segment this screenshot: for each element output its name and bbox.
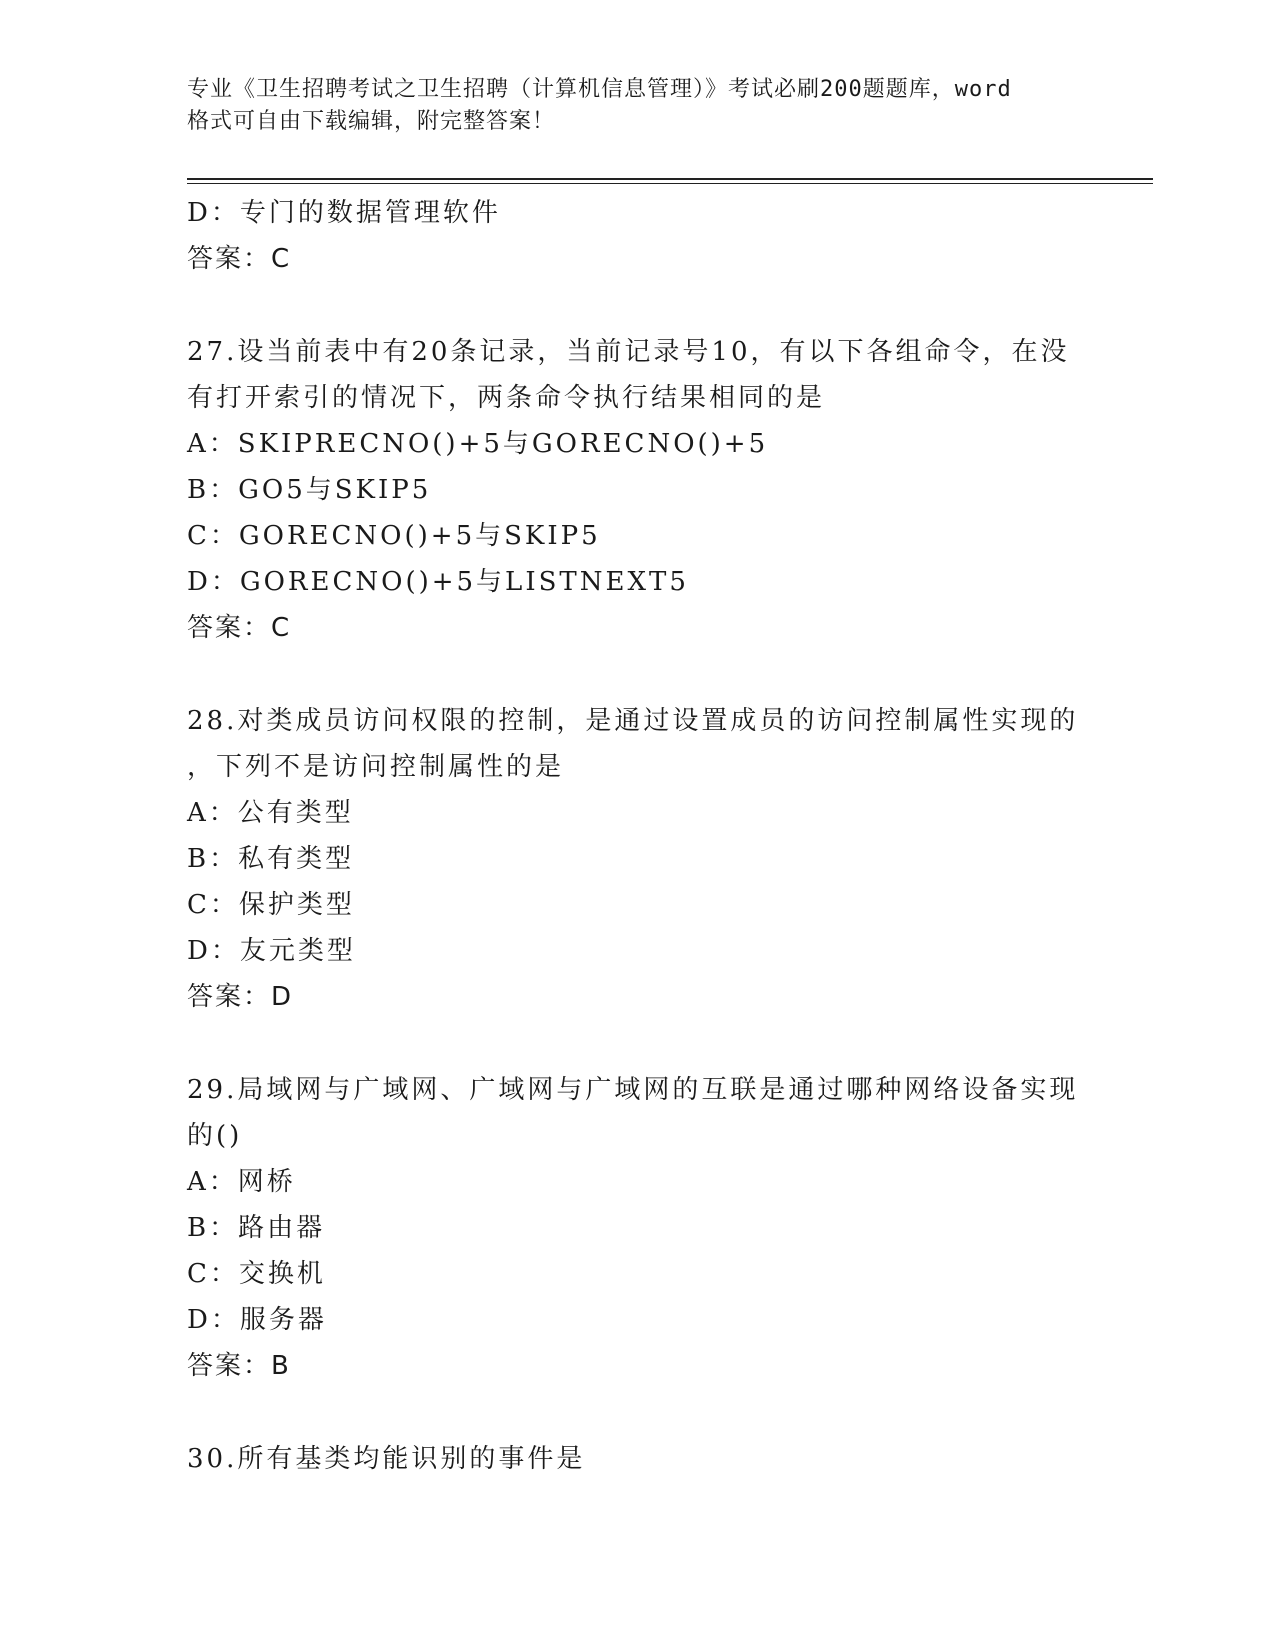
document-header: [187, 74, 1087, 138]
option-b: B：私有类型: [187, 844, 355, 874]
spacer: [187, 282, 1087, 329]
option-c: C：保护类型: [187, 890, 355, 920]
header-divider-thin: [187, 183, 1153, 184]
answer: 答案：C: [187, 244, 292, 274]
question-text: 29.局域网与广域网、广域网与广域网的互联是通过哪种网络设备实现: [187, 1075, 1079, 1105]
question-27: [187, 329, 1087, 651]
option-c: C：GORECNO()+5与SKIP5: [187, 521, 601, 551]
question-28: [187, 698, 1087, 1020]
question-29: [187, 1067, 1087, 1389]
option-d: D：GORECNO()+5与LISTNEXT5: [187, 567, 689, 597]
header-line-2: 格式可自由下载编辑，附完整答案！: [187, 109, 556, 134]
option-a: A：网桥: [187, 1167, 296, 1197]
question-text: 30.所有基类均能识别的事件是: [187, 1444, 586, 1474]
option-d: D：友元类型: [187, 936, 356, 966]
question-30: [187, 1436, 1087, 1482]
header-line-1: 专业《卫生招聘考试之卫生招聘（计算机信息管理）》考试必刷200题题库，word: [187, 77, 1012, 102]
option-a: A：SKIPRECNO()+5与GORECNO()+5: [187, 429, 769, 459]
question-text: 27.设当前表中有20条记录，当前记录号10，有以下各组命令，在没: [187, 337, 1070, 367]
question-text-cont: 的(): [187, 1121, 243, 1151]
option-a: A：公有类型: [187, 798, 354, 828]
option-d: D：服务器: [187, 1305, 327, 1335]
option-c: C：交换机: [187, 1259, 326, 1289]
spacer: [187, 1020, 1087, 1067]
question-text: 28.对类成员访问权限的控制，是通过设置成员的访问控制属性实现的: [187, 706, 1079, 736]
answer: 答案：D: [187, 982, 294, 1012]
header-divider-thick: [187, 178, 1153, 180]
spacer: [187, 1389, 1087, 1436]
question-text-cont: 有打开索引的情况下，两条命令执行结果相同的是: [187, 383, 826, 413]
question-list: [187, 190, 1087, 1482]
spacer: [187, 651, 1087, 698]
option-b: B：路由器: [187, 1213, 326, 1243]
question-text-cont: ，下列不是访问控制属性的是: [187, 752, 565, 782]
option-d: D：专门的数据管理软件: [187, 198, 501, 228]
answer: 答案：C: [187, 613, 292, 643]
answer: 答案：B: [187, 1351, 291, 1381]
option-b: B：GO5与SKIP5: [187, 475, 432, 505]
